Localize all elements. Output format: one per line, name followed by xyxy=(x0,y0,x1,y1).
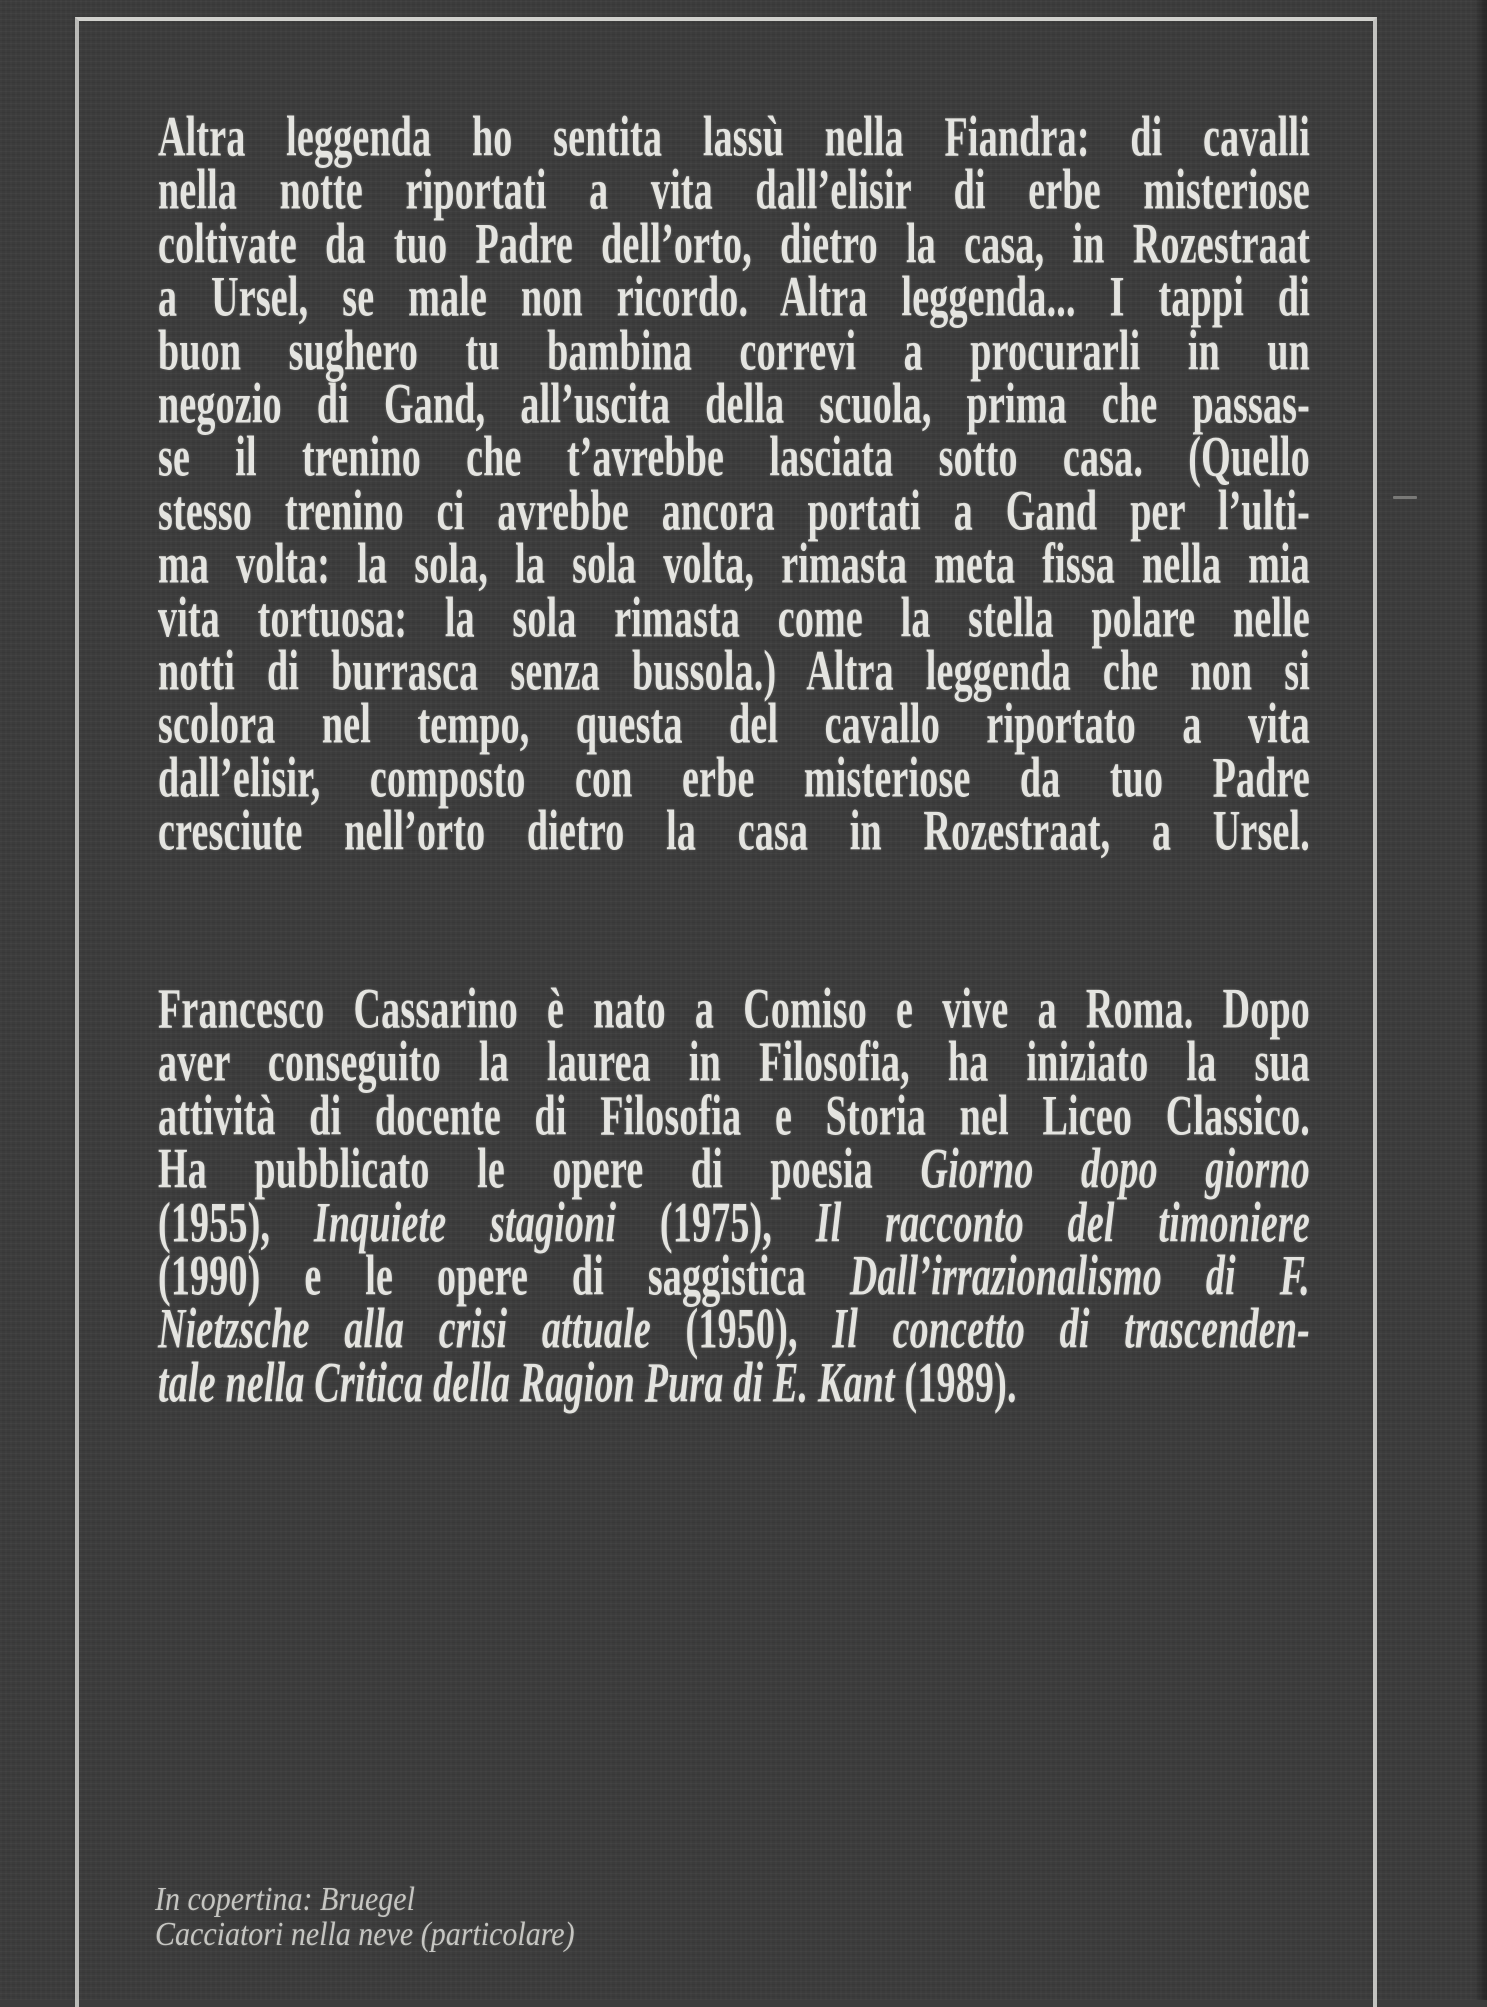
text-line: cresciute nell’orto dietro la casa in Rozestraat, a Ursel. xyxy=(158,800,1310,864)
author-bio-paragraph xyxy=(158,978,1311,1415)
text-line: aver conseguito la laurea in Filosofia, ha iniziato la sua xyxy=(158,1031,1310,1095)
text-segment: (1950), xyxy=(650,1298,833,1362)
blurb-paragraph xyxy=(158,106,1310,864)
text-line: attività di docente di Filosofia e Storia nel Liceo Classico. xyxy=(158,1084,1310,1148)
book-title-italic: tale nella Critica della Ragion Pura di E. Kant xyxy=(158,1351,895,1415)
text-segment: Ha pubblicato le opere di poesia xyxy=(158,1138,921,1202)
text-line: coltivate da tuo Padre dell’orto, dietro la casa, in Rozestraat xyxy=(158,212,1310,276)
text-line: negozio di Gand, all’uscita della scuola, prima che passas- xyxy=(158,373,1310,437)
text-segment: (1975), xyxy=(616,1191,816,1255)
text-line: se il trenino che t’avrebbe lasciata sotto casa. (Quello xyxy=(158,426,1310,490)
text-line: buon sughero tu bambina correvi a procurarli in un xyxy=(158,319,1310,383)
text-segment: (1955), xyxy=(158,1191,314,1255)
book-title-italic: Dall’irrazionalismo di F. xyxy=(849,1245,1310,1309)
text-line: Francesco Cassarino è nato a Comiso e vive a Roma. Dopo xyxy=(158,978,1310,1042)
text-segment: (1989). xyxy=(894,1351,1017,1415)
book-title-italic: Nietzsche alla crisi attuale xyxy=(158,1298,651,1362)
text-line xyxy=(158,1344,1310,1424)
book-title-italic: Inquiete stagioni xyxy=(313,1191,617,1255)
book-title-italic: Il concetto di trascenden- xyxy=(832,1298,1311,1362)
text-line: a Ursel, se male non ricordo. Altra leggenda... I tappi di xyxy=(158,266,1310,330)
text-segment: (1990) e le opere di saggistica xyxy=(158,1245,850,1309)
text-line: Altra leggenda ho sentita lassù nella Fiandra: di cavalli xyxy=(158,106,1310,170)
text-line: ma volta: la sola, la sola volta, rimasta meta fissa nella mia xyxy=(158,533,1310,597)
text-line: stesso trenino ci avrebbe ancora portati a Gand per l’ulti- xyxy=(158,479,1310,543)
cover-credit xyxy=(155,1882,855,1952)
right-margin-mark xyxy=(1393,496,1417,499)
text-line: In copertina: Bruegel xyxy=(155,1881,415,1918)
book-title-italic: Giorno dopo giorno xyxy=(920,1138,1310,1202)
text-line: scolora nel tempo, questa del cavallo riportato a vita xyxy=(158,693,1310,757)
text-line: vita tortuosa: la sola rimasta come la stella polare nelle xyxy=(158,586,1310,650)
text-line: notti di burrasca senza bussola.) Altra leggenda che non si xyxy=(158,640,1310,704)
text-line: nella notte riportati a vita dall’elisir di erbe misteriose xyxy=(158,159,1310,223)
text-line: dall’elisir, composto con erbe misteriose da tuo Padre xyxy=(158,747,1310,811)
book-title-italic: Il racconto del timoniere xyxy=(815,1191,1310,1255)
text-line: Cacciatori nella neve (particolare) xyxy=(155,1916,575,1953)
right-edge-shadow xyxy=(1474,0,1487,2000)
